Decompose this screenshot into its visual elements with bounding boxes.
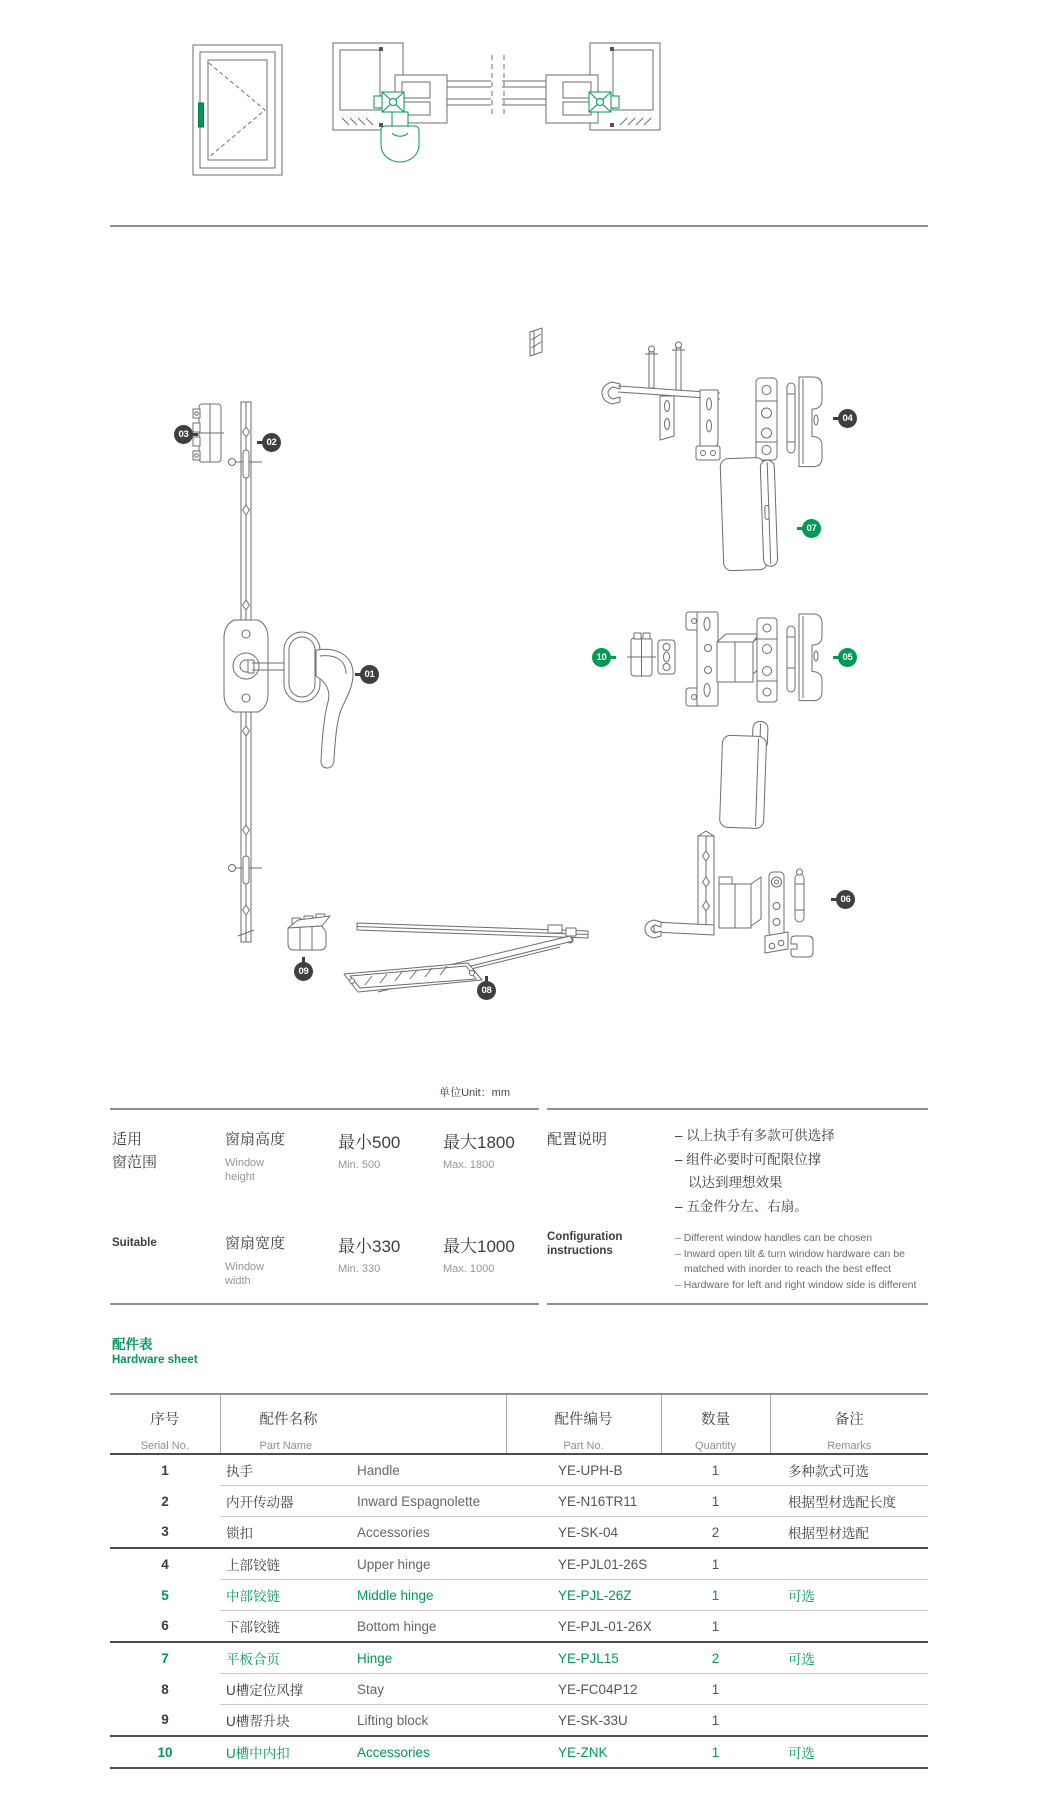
window-height-label-en: Window height bbox=[225, 1157, 265, 1183]
cell-part-no: YE-UPH-B bbox=[506, 1454, 661, 1486]
scope-label-cn-2: 窗范围 bbox=[112, 1154, 158, 1171]
cell-remarks: 根据型材选配长度 bbox=[770, 1486, 928, 1517]
cell-name-cn: 执手 bbox=[220, 1454, 345, 1486]
config-bullet-en-1: – Different window handles can be chosen bbox=[675, 1232, 873, 1244]
cell-qty: 1 bbox=[661, 1736, 770, 1768]
callout-02-espagnolette: 02 bbox=[262, 433, 281, 452]
header-part-name-en: Part Name bbox=[259, 1440, 313, 1452]
max-height-cn: 最大1800 bbox=[443, 1133, 515, 1152]
min-height-cn: 最小500 bbox=[338, 1133, 401, 1152]
callout-08-stay: 08 bbox=[477, 981, 496, 1000]
cell-serial: 3 bbox=[110, 1517, 220, 1549]
callout-06-bottom-hinge: 06 bbox=[836, 890, 855, 909]
cell-qty: 1 bbox=[661, 1611, 770, 1643]
cell-name-en: Inward Espagnolette bbox=[345, 1486, 506, 1517]
callout-04-upper-hinge: 04 bbox=[838, 409, 857, 428]
section-divider bbox=[110, 225, 928, 227]
cell-qty: 1 bbox=[661, 1674, 770, 1705]
cell-part-no: YE-PJL15 bbox=[506, 1642, 661, 1674]
header-serial bbox=[110, 1394, 220, 1454]
config-bullet-cn-3: – 五金件分左、右扇。 bbox=[675, 1198, 808, 1214]
cell-name-cn: 锁扣 bbox=[220, 1517, 345, 1549]
cell-serial: 4 bbox=[161, 1556, 169, 1572]
header-remarks bbox=[770, 1394, 928, 1454]
cell-name-en: Lifting block bbox=[345, 1705, 506, 1737]
config-bullet-en-2b: matched with inorder to reach the best effect bbox=[684, 1263, 892, 1275]
cell-remarks: 多种款式可选 bbox=[770, 1454, 928, 1486]
window-height-label-cn: 窗扇高度 bbox=[225, 1131, 286, 1148]
header-part-name bbox=[220, 1394, 506, 1454]
cell-serial: 1 bbox=[161, 1462, 169, 1478]
suitable-range-table bbox=[110, 1108, 539, 1305]
table-row bbox=[110, 1611, 928, 1643]
header-part-no bbox=[506, 1394, 661, 1454]
window-elevation-drawing bbox=[193, 45, 282, 175]
header-remarks-en: Remarks bbox=[827, 1440, 872, 1452]
config-bullet-cn-2: – 组件必要时可配限位撑 bbox=[675, 1151, 822, 1167]
cell-qty: 1 bbox=[661, 1454, 770, 1486]
cell-name-en: Accessories bbox=[345, 1517, 506, 1549]
scope-label-cn-1: 适用 bbox=[112, 1131, 143, 1148]
config-bullet-cn-1: – 以上执手有多款可供选择 bbox=[675, 1128, 835, 1143]
cell-remarks: 可选 bbox=[770, 1580, 928, 1611]
cell-name-en: Middle hinge bbox=[345, 1580, 506, 1611]
cell-name-en: Bottom hinge bbox=[345, 1611, 506, 1643]
cell-serial: 6 bbox=[110, 1611, 220, 1643]
hardware-sheet-title bbox=[112, 1336, 198, 1367]
config-bullet-en-3: – Hardware for left and right window side is different bbox=[675, 1278, 917, 1291]
max-height-en: Max. 1800 bbox=[443, 1159, 495, 1171]
header-part-name-cn: 配件名称 bbox=[259, 1412, 318, 1428]
cell-serial: 5 bbox=[161, 1587, 169, 1603]
table-row bbox=[110, 1454, 928, 1486]
cell-part-no: YE-PJL-01-26X bbox=[506, 1611, 661, 1643]
part-hinge-leaf-lower-drawing bbox=[719, 720, 768, 829]
configuration-table bbox=[547, 1108, 928, 1305]
window-width-label-cn: 窗扇宽度 bbox=[225, 1235, 286, 1252]
min-width-cn: 最小330 bbox=[338, 1237, 401, 1256]
cell-name-en: Stay bbox=[345, 1674, 506, 1705]
cell-remarks bbox=[770, 1548, 928, 1580]
config-bullets-cn bbox=[675, 1124, 835, 1218]
table-row bbox=[110, 1486, 928, 1517]
cell-qty: 1 bbox=[661, 1705, 770, 1737]
part-middle-hinge-drawing bbox=[686, 612, 822, 706]
header-remarks-cn: 备注 bbox=[834, 1412, 864, 1428]
hardware-table-header bbox=[110, 1394, 928, 1454]
table-row bbox=[110, 1517, 928, 1549]
hardware-sheet-title-en: Hardware sheet bbox=[112, 1354, 198, 1366]
window-width-label-en: Window width bbox=[225, 1261, 265, 1287]
part-lifting-block-drawing bbox=[288, 914, 330, 950]
table-row bbox=[110, 1548, 928, 1580]
part-upper-hinge-drawing bbox=[756, 377, 822, 467]
cell-part-no: YE-PJL-26Z bbox=[506, 1580, 661, 1611]
part-corner-drive-drawing bbox=[530, 328, 720, 460]
config-bullet-cn-2b: 以达到理想效果 bbox=[688, 1175, 783, 1190]
cell-part-no: YE-N16TR11 bbox=[506, 1486, 661, 1517]
header-part-no-cn: 配件编号 bbox=[554, 1412, 613, 1428]
cell-serial: 7 bbox=[161, 1650, 169, 1666]
config-title-cn: 配置说明 bbox=[547, 1131, 608, 1148]
cell-qty: 1 bbox=[661, 1580, 770, 1611]
cell-name-cn: 中部铰链 bbox=[220, 1580, 345, 1611]
table-row-optional bbox=[110, 1642, 928, 1674]
callout-09-lifting-block: 09 bbox=[294, 962, 313, 981]
cell-remarks: 根据型材选配 bbox=[770, 1517, 928, 1549]
cell-name-cn: 平板合页 bbox=[220, 1642, 345, 1674]
part-clips-drawing bbox=[627, 633, 675, 676]
cell-part-no: YE-ZNK bbox=[506, 1736, 661, 1768]
max-width-en: Max. 1000 bbox=[443, 1263, 495, 1275]
cell-remarks: 可选 bbox=[770, 1642, 928, 1674]
cell-serial: 8 bbox=[161, 1681, 169, 1697]
cell-part-no: YE-SK-04 bbox=[506, 1517, 661, 1549]
part-hinge-leaf-upper-drawing bbox=[720, 457, 778, 571]
cell-name-cn: U槽中内扣 bbox=[220, 1736, 345, 1768]
cell-name-en: Handle bbox=[345, 1454, 506, 1486]
hardware-sheet-title-cn: 配件表 bbox=[112, 1337, 153, 1352]
cell-name-cn: U槽帮升块 bbox=[220, 1705, 345, 1737]
cell-name-en: Accessories bbox=[345, 1736, 506, 1768]
header-part-no-en: Part No. bbox=[563, 1440, 604, 1452]
cell-name-cn: U槽定位风撑 bbox=[220, 1674, 345, 1705]
header-serial-cn: 序号 bbox=[150, 1412, 180, 1428]
cell-qty: 1 bbox=[661, 1548, 770, 1580]
cell-remarks bbox=[770, 1674, 928, 1705]
cell-part-no: YE-PJL01-26S bbox=[506, 1548, 661, 1580]
cell-remarks bbox=[770, 1611, 928, 1643]
cell-qty: 2 bbox=[661, 1517, 770, 1549]
config-title-en-2: instructions bbox=[547, 1245, 613, 1257]
part-gearbox-drawing bbox=[224, 620, 268, 712]
config-title-en-1: Configuration bbox=[547, 1231, 623, 1243]
cell-serial: 2 bbox=[161, 1493, 169, 1509]
cell-qty: 1 bbox=[661, 1486, 770, 1517]
table-row bbox=[110, 1705, 928, 1737]
cell-name-cn: 下部铰链 bbox=[220, 1611, 345, 1643]
cell-part-no: YE-FC04P12 bbox=[506, 1674, 661, 1705]
header-quantity-cn: 数量 bbox=[701, 1412, 730, 1428]
cell-remarks bbox=[770, 1705, 928, 1737]
cell-remarks: 可选 bbox=[770, 1736, 928, 1768]
cell-serial: 10 bbox=[110, 1736, 220, 1768]
hardware-table bbox=[110, 1393, 928, 1769]
callout-01-handle: 01 bbox=[360, 665, 379, 684]
cell-part-no: YE-SK-33U bbox=[506, 1705, 661, 1737]
callout-05-middle-hinge: 05 bbox=[838, 648, 857, 667]
max-width-cn: 最大1000 bbox=[443, 1237, 515, 1256]
cell-qty: 2 bbox=[661, 1642, 770, 1674]
callout-10-clip: 10 bbox=[592, 648, 611, 667]
suitable-label-en: Suitable bbox=[112, 1237, 157, 1249]
header-serial-en: Serial No. bbox=[140, 1440, 189, 1452]
min-height-en: Min. 500 bbox=[338, 1159, 381, 1171]
cell-name-en: Upper hinge bbox=[345, 1548, 506, 1580]
table-row-optional bbox=[110, 1736, 928, 1768]
part-bottom-hinge-drawing bbox=[645, 831, 813, 957]
unit-label: 单位Unit：mm bbox=[439, 1087, 510, 1099]
config-bullets-en bbox=[675, 1231, 916, 1293]
cell-serial: 9 bbox=[110, 1705, 220, 1737]
header-quantity bbox=[661, 1394, 770, 1454]
config-bullet-en-2: – Inward open tilt & turn window hardware can be bbox=[675, 1247, 905, 1260]
table-row bbox=[110, 1674, 928, 1705]
cell-name-cn: 上部铰链 bbox=[220, 1548, 345, 1580]
cell-name-cn: 内开传动器 bbox=[220, 1486, 345, 1517]
part-stay-drawing bbox=[344, 923, 588, 992]
min-width-en: Min. 330 bbox=[338, 1263, 381, 1275]
header-quantity-en: Quantity bbox=[695, 1440, 736, 1452]
table-row-optional bbox=[110, 1580, 928, 1611]
callout-03-keeper: 03 bbox=[174, 425, 193, 444]
cross-section-drawings bbox=[333, 43, 660, 162]
handle-marker bbox=[199, 103, 204, 127]
cell-name-en: Hinge bbox=[345, 1642, 506, 1674]
callout-07-hinge-leaf: 07 bbox=[802, 519, 821, 538]
